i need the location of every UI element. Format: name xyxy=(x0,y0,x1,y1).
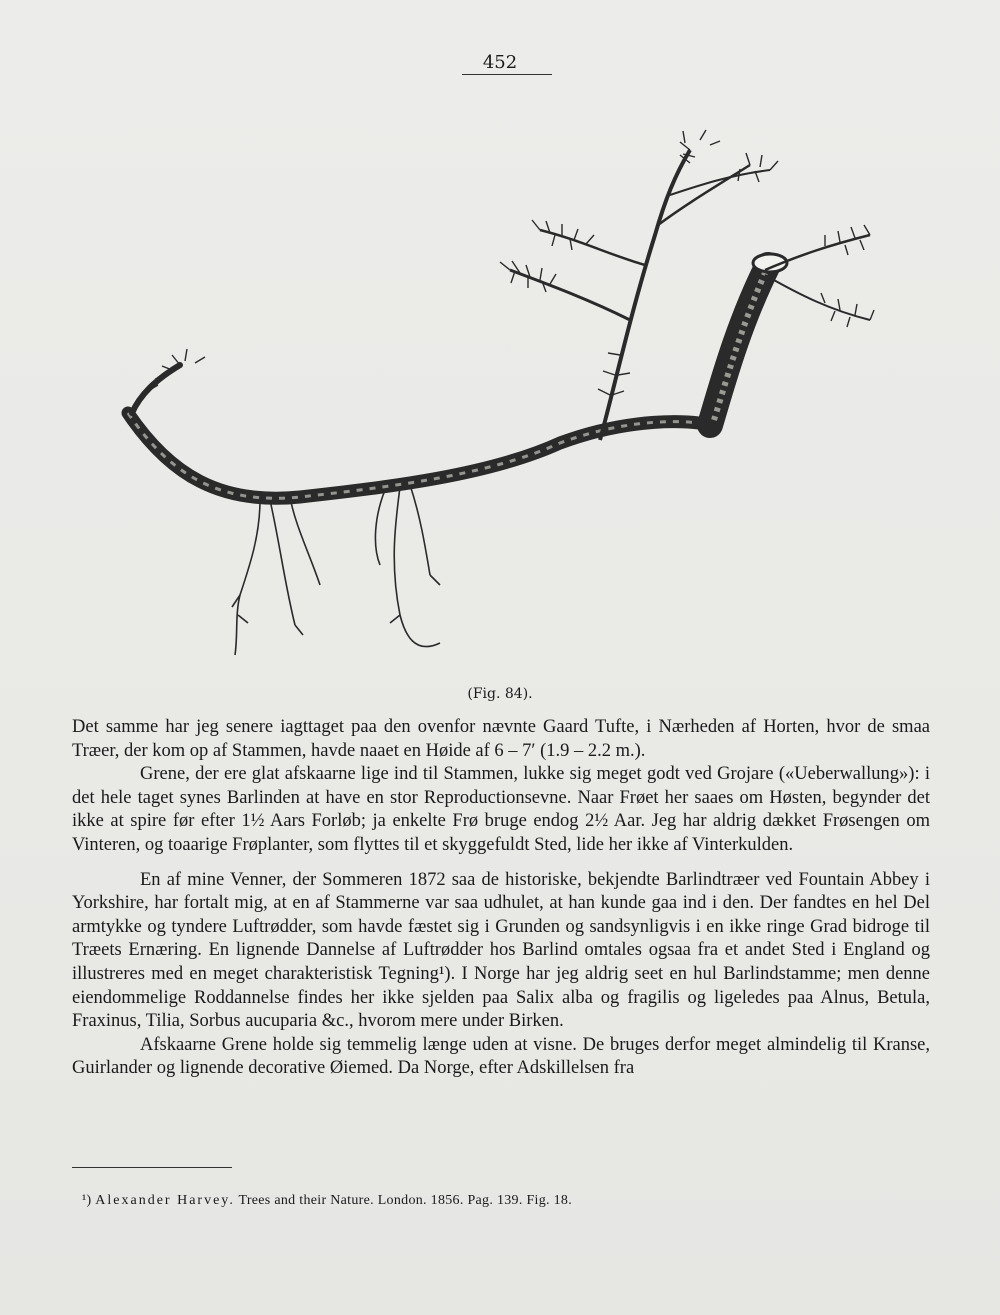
left-branch-tip xyxy=(132,365,180,413)
footnote-text: Trees and their Nature. London. 1856. Pag. 139. Fig. 18. xyxy=(238,1193,573,1208)
yew-branch-illustration xyxy=(110,95,900,695)
footnote xyxy=(82,1193,902,1209)
figure-caption: (Fig. 84). xyxy=(467,686,533,702)
footnote-rule xyxy=(72,1167,232,1168)
footnote-marker: ¹) xyxy=(82,1193,92,1208)
page-number: 452 xyxy=(482,52,518,73)
paragraph: Afskaarne Grene holde sig temmelig længe uden at visne. De bruges derfor meget almindelig til Kranse, Guirlander og lignende decorative Øiemed. Da Norge, efter Adskillelsen fra xyxy=(72,1034,930,1079)
page-number-rule xyxy=(462,74,552,75)
paragraph: Det samme har jeg senere iagttaget paa den ovenfor nævnte Gaard Tufte, i Nærheden af Horten, hvor de smaa Træer, der kom op af Stammen, havde naaet en Høide af 6 – 7′ (1.9 – 2.2 m.). xyxy=(72,717,930,761)
aerial-roots xyxy=(232,485,440,655)
paragraph: Grene, der ere glat afskaarne lige ind til Stammen, lukke sig meget godt ved Grojare («Ueberwallung»): i det hele taget synes Barlinden at have en stor Reproductionsevne. Naar Frøet her saaes om Høsten, begynder det ikke at spire før efter 1½ Aars Forløb; ja enkelte Frø bruge endog 2½ Aar. Jeg har aldrig dækket Frøsengen om Vinteren, og toaarige Frøplanter, som flyttes til et skyggefuldt Sted, lide her ikke af Vinterkulden. xyxy=(72,764,930,855)
body-text xyxy=(72,716,930,1081)
footnote-author: Alexander Harvey. xyxy=(95,1193,235,1208)
paragraph: En af mine Venner, der Sommeren 1872 saa de historiske, bekjendte Barlindtræer ved Fountain Abbey i Yorkshire, har fortalt mig, at en af Stammerne var saa udhulet, at han kunde gaa ind i den. Der fandtes en hel Del armtykke og tyndere Luftrødder, som havde fæstet sig i Grunden og sandsynligvis i en ikke ringe Grad bidroge til Træets Ernæring. En lignende Dannelse af Luftrødder hos Barlind omtales ogsaa fra et andet Sted i England og illustreres med en meget charakteristisk Tegning¹). I Norge har jeg aldrig seet en hul Barlindstamme; men denne eiendommelige Roddannelse findes her ikke sjelden paa Salix alba og fragilis og ligeledes paa Alnus, Betula, Fraxinus, Tilia, Sorbus aucuparia &c., hvorom mere under Birken. xyxy=(72,869,930,1032)
